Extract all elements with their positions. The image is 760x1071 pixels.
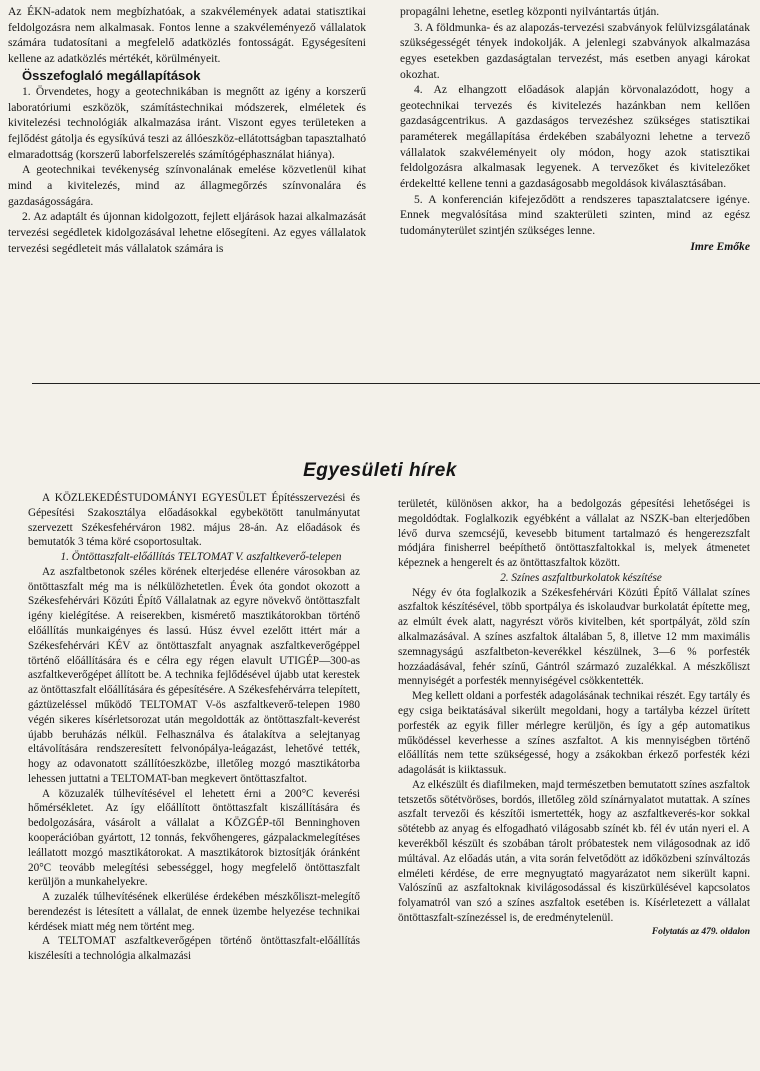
news-paragraph: A TELTOMAT aszfaltkeverőgépen történő öntöttaszfalt-előállítás kiszélesíti a technológia alkalmazási — [28, 935, 360, 963]
news-paragraph: Meg kellett oldani a porfesték adagolásának technikai részét. Egy tartály és egy csiga beiktatásával sikerült megoldani, hogy a tartályba kézzel ürített porfesték az egyik filler mérlegre kerüljön, és így a gép automatikus működéssel keverhesse a színes aszfaltot. A kis mennyiségben történő előállítás nem tette szükségessé, hogy a zsákokban érkező porfesték kézi adagolását is kiiktassuk. — [398, 690, 750, 777]
conclusion-5: 5. A konferencián kifejeződött a rendszeres tapasztalatcsere igénye. Ennek megvalósítása mind szakterületi szinten, mind az egész tudományterület szintjén szükséges lenne. — [400, 192, 750, 237]
conclusion-4: 4. Az elhangzott előadások alapján körvonalazódott, hogy a geotechnikai tervezés és kivitelezés hazánkban nem kellően gazdaságcentrikus. A gazdaságos tervezéshez szükséges statisztikai paraméterek megállapítása érdekében szabályozni lehetne a tervező vállalatok szakvéleményeit oly módon, hogy azok statisztikai feldolgozásra alkalmasak legyenek. A tervezőket és kivitelezőket érdekeltté kellene tenni a gazdaságosabb megoldások kiválasztásában. — [400, 83, 750, 191]
subheading-2: 2. Színes aszfaltburkolatok készítése — [500, 571, 662, 584]
top-left-column — [8, 4, 366, 256]
news-paragraph: Az aszfaltbetonok széles körének elterjedése ellenére városokban az öntöttaszfalt még ma is nélkülözhetetlen. Évek óta gondot okozott a Székesfehérvári Közúti Építő Vállalatnak az egyre növekvő öntöttaszfalt igény kielégítése. A reiserekben, kismérető masztikátorokban történő előállítás munkaigényes és lassú. Húsz évvel ezelőtt ittért már a Székesfehérvári KÉV az öntöttaszfalt anyagnak aszfaltkeverőgéppel történő előállítására és e célra egy régen elavult UTIGÉP—300-as aszfaltkeverőgépet állított be. A technika fejlődésével újabb utat kerestek az öntöttaszfalt előállítására és gépesítésére. A Székesfehérvárra telepített, gáztüzeléssel működő TELTOMAT V-ös aszfaltkeverő-telepen 1980 végén sikeres kísérletsorozat után megoldották az öntöttaszfalt-keverést újabb beruházás nélkül. Felhasználva és átalakítva a selejtanyag eltávolítására rendszeresített felvonópálya-leágazást, lehetővé tették, hogy az odavonatott szállítóeszközbe, illetőleg mozgó masztikátorba lehessen juttatni a TELTOMAT-ban megkevert öntöttaszfaltot. — [28, 565, 360, 785]
conclusion-2: 2. Az adaptált és újonnan kidolgozott, fejlett eljárások hazai alkalmazását tervezési segédletek kidolgozásával lehetne elősegíteni. Az egyes vállalatok tervezési segédleteit más vállalatok számára is — [8, 210, 366, 255]
news-right-column — [398, 497, 750, 938]
author-signature: Imre Emőke — [690, 239, 750, 253]
intro-paragraph: Az ÉKN-adatok nem megbízhatóak, a szakvélemények adatai statisztikai feldolgozásra nem alkalmasak. Fontos lenne a szakvéleményező vállalatok számára tudatosítani a megfelelő adatközlés fontosságát. Egységesíteni kellene az adatközlés mértékét, körülményeit. — [8, 5, 366, 65]
continued-paragraph: propagálni lehetne, esetleg központi nyilvántartás útján. — [400, 5, 660, 18]
news-paragraph: területét, különösen akkor, ha a bedolgozás gépesítési lehetőségei is megoldódtak. Foglalkozik egyébként a vállalat az NSZK-ban elterjedőben lévő durva szemcséjű, kevesebb bitument tartalmazó és hengerezszfalt módjára finisherrel beépíthető öntöttaszfaltokkal is, melyek átmenetet képeznek a hengerelt és az öntöttaszfaltok között. — [398, 498, 750, 570]
top-right-column — [400, 4, 750, 254]
section-divider — [32, 383, 760, 384]
news-paragraph: A zuzalék túlhevítésének elkerülése érdekében mészkőliszt-melegítő berendezést is létesített a vállalat, de ennek üzembe helyezése technikai kérdések miatt még nem történt meg. — [28, 891, 360, 933]
conclusion-1b: A geotechnikai tevékenység színvonalának emelése közvetlenül kihat mind a kivitelezés, mind az állagmegőrzés színvonalára és gazdaságosságára. — [8, 163, 366, 208]
conclusion-3: 3. A földmunka- és az alapozás-tervezési szabványok felülvizsgálatának szükségességét tények indokolják. A jelenlegi szabványok alkalmazása egyes esetekben gazdaságtalan tervezést, más esetben anyagi károkat okozhat. — [400, 20, 750, 81]
conclusion-1: 1. Örvendetes, hogy a geotechnikában is megnőtt az igény a korszerű laboratóriumi eszközök, számítástechnikai módszerek, elméletek és kivitelezési technológiák alkalmazása iránt. Viszont egyes területeken a fejlődést gátolja és egysíkúvá teszi az állóeszköz-ellátottságban tapasztalható elmaradottság (korszerű laborfelszerelés számítógéphasználat hiánya). — [8, 85, 366, 161]
continued-note: Folytatás az 479. oldalon — [651, 926, 750, 937]
news-paragraph: Az elkészült és diafilmeken, majd természetben bemutatott színes aszfaltok tetszetős sötétvöröses, bordós, illetőleg zöld színárnyalatot mutattak. A színes aszfalt tervezői és készítői ismertették, hogy az aszfaltkeverés-kor sokkal sötétebb az anyag és elfogadható világosabb színét kb. fél év után nyeri el. A keverékből készült és szobában tárolt próbatestek nem világosodnak az idő múltával. Az előadás után, a vita során felvetődött az időközbeni színváltozás elméleti kérdése, de erre megnyugtató magyarázatot nem sikerült kapni. Valószínű az aszfaltoknak kivilágosodással és kiszürkülésével kapcsolatos folyamatról van szó a színes aszfaltok esetében is. Kísérletezett a vállalat öntöttaszfalt-színezéssel is, de eredménytelenül. — [398, 778, 750, 924]
subheading-1: 1. Öntöttaszfalt-előállítás TELTOMAT V. aszfaltkeverő-telepen — [60, 551, 342, 564]
news-intro: A KÖZLEKEDÉSTUDOMÁNYI EGYESÜLET Építésszervezési és Gépesítési Szakosztálya előadásokkal egybekötött tanulmányutat szervezett Székesfehérváron 1982. május 28-án. Az előadások és bemutatók 3 téma köré csoportosultak. — [28, 492, 360, 549]
news-paragraph: A közuzalék túlhevítésével el lehetett érni a 200°C keverési hőmérsékletet. Az így előállított öntöttaszfalt kiszállítására és bedolgozására, vásárolt a vállalat a KÖZGÉP-től Benninghoven kooperációban gyártott, 12 tonnás, fekvőhengeres, gázpalackmelegítéses leállatott mozgó masztikátorokat. A masztikátorok biztosítják óránként 20°C teovább melegítési sebességgel, hogy megfelelő öntöttaszfalt kerüljön a munkahelyekre. — [28, 787, 360, 889]
news-left-column — [28, 491, 360, 964]
news-paragraph: Négy év óta foglalkozik a Székesfehérvári Közúti Építő Vállalat színes aszfaltok készítésével, több sportpálya és iskolaudvar burkolatát építette meg, az elmúlt évek alatt, nagyrészt vörös kivitelben, két sportpályát, zöld szín alkalmazásával. A színes aszfaltok általában 5, 8, illetve 12 mm maximális szemnagyságú aszfaltbeton-keverékkel készülnek, 3—6 % porfesték hozzáadásával, fehér színű, Gántról származó zuzalékkal. A mészkőliszt mennyiségét a porfesték mennyiségével csökkentették. — [398, 586, 750, 688]
news-title: Egyesületi hírek — [303, 460, 457, 481]
section-title: Összefoglaló megállapítások — [22, 67, 201, 83]
